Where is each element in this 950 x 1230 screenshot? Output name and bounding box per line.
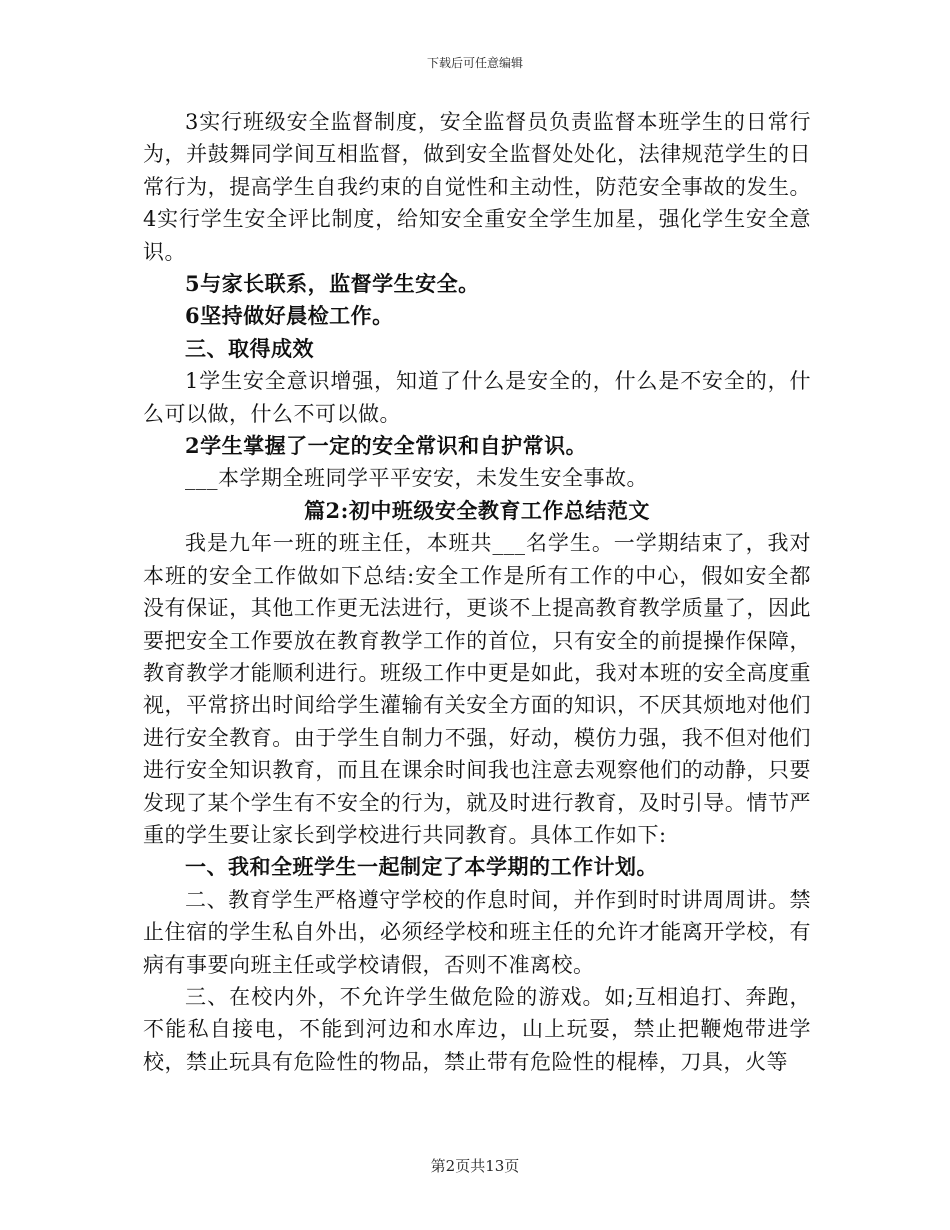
document-body [143,106,811,1078]
article-title: 篇2:初中班级安全教育工作总结范文 [304,497,650,523]
paragraph: 5与家长联系，监督学生安全。 [185,271,480,297]
paragraph: 1学生安全意识增强，知道了什么是安全的，什么是不安全的，什么可以做，什么不可以做。 [143,369,811,426]
paragraph: 三、在校内外，不允许学生做危险的游戏。如;互相追打、奔跑，不能私自接电，不能到河边和水库边，山上玩耍，禁止把鞭炮带进学校，禁止玩具有危险性的物品，禁止带有危险性的棍棒，刀具，火等 [143,984,811,1074]
section-heading: 三、取得成效 [185,335,314,361]
paragraph: 3实行班级安全监督制度，安全监督员负责监督本班学生的日常行为，并鼓舞同学间互相监督，做到安全监督处处化，法律规范学生的日常行为，提高学生自我约束的自觉性和主动性，防范安全事故的发生。4实行学生安全评比制度，给知安全重安全学生加星，强化学生安全意识。 [143,110,811,264]
header-note: 下载后可任意编辑 [426,56,523,70]
paragraph: 二、教育学生严格遵守学校的作息时间，并作到时时讲周周讲。禁止住宿的学生私自外出，必须经学校和班主任的允许才能离开学校，有病有事要向班主任或学校请假，否则不准离校。 [143,887,811,977]
paragraph: 我是九年一班的班主任，本班共___名学生。一学期结束了，我对本班的安全工作做如下总结:安全工作是所有工作的中心，假如安全都没有保证，其他工作更无法进行，更谈不上提高教育教学质量了，因此要把安全工作要放在教育教学工作的首位，只有安全的前提操作保障，教育教学才能顺利进行。班级工作中更是如此，我对本班的安全高度重视，平常挤出时间给学生灌输有关安全方面的知识，不厌其烦地对他们进行安全教育。由于学生自制力不强，好动，模仿力强，我不但对他们进行安全知识教育，而且在课余时间我也注意去观察他们的动静，只要发现了某个学生有不安全的行为，就及时进行教育，及时引导。情节严重的学生要让家长到学校进行共同教育。具体工作如下: [143,531,811,847]
paragraph: 6坚持做好晨检工作。 [185,303,394,329]
page-number: 第2页共13页 [430,1157,520,1175]
paragraph: 2学生掌握了一定的安全常识和自护常识。 [185,433,588,459]
paragraph: 一、我和全班学生一起制定了本学期的工作计划。 [185,854,658,880]
paragraph: ___本学期全班同学平平安安，未发生安全事故。 [185,466,648,491]
